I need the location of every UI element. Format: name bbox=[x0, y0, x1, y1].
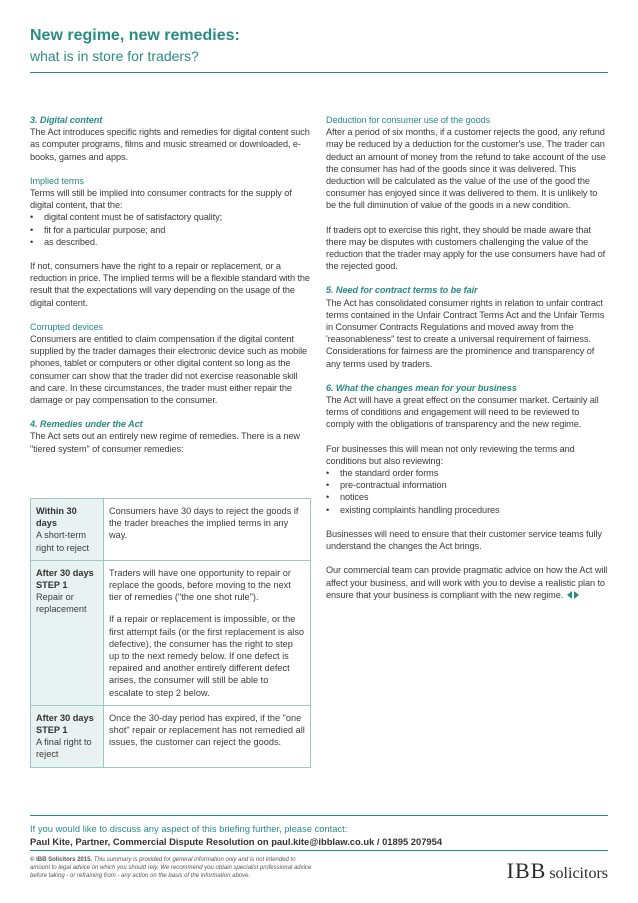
disclaimer-copyright: © IBB Solicitors 2015. bbox=[30, 857, 93, 863]
business-review-list bbox=[326, 467, 608, 516]
table-label-bold: After 30 days STEP 1 bbox=[36, 567, 94, 591]
section-3-heading: 3. Digital content bbox=[30, 115, 103, 125]
table-label-cell bbox=[31, 560, 104, 705]
table-label-bold: Within 30 days bbox=[36, 506, 77, 529]
remedy-paragraph: If not, consumers have the right to a repair or replacement, or a reduction in price. The implied terms will be a flexible standard with the result that the expectations will vary depending on the usage of the digital content. bbox=[30, 261, 310, 308]
section-5-heading: 5. Need for contract terms to be fair bbox=[326, 285, 478, 296]
table-content-cell bbox=[104, 560, 311, 705]
footer-rule-2 bbox=[30, 850, 608, 851]
table-label-bold: After 30 days STEP 1 bbox=[36, 712, 94, 736]
footer-rule bbox=[30, 815, 608, 816]
section-6-body: The Act will have a great effect on the consumer market. Certainly all terms of conditions and engagement will need to be reviewed to comply with the obligations of transparency and the new regime. bbox=[326, 395, 599, 430]
list-item: • existing complaints handling procedures bbox=[326, 504, 608, 516]
page-subtitle: what is in store for traders? bbox=[30, 48, 199, 64]
section-6-heading: 6. What the changes mean for your business bbox=[326, 382, 517, 393]
implied-terms-body: Terms will still be implied into consumer contracts for the supply of digital content, that the: bbox=[30, 188, 292, 211]
section-4-heading: 4. Remedies under the Act bbox=[30, 419, 143, 430]
advice-body bbox=[326, 564, 608, 601]
table-label-cell bbox=[31, 705, 104, 767]
table-content-cell bbox=[104, 499, 311, 561]
list-item: • fit for a particular purpose; and bbox=[30, 224, 314, 236]
table-label-cell bbox=[31, 499, 104, 561]
logo-solicitors: solicitors bbox=[549, 865, 608, 882]
list-item: • pre-contractual information bbox=[326, 479, 608, 491]
deduction-heading: Deduction for consumer use of the goods bbox=[326, 115, 491, 125]
table-paragraph: Traders will have one opportunity to repair or replace the goods, before moving to the next tier of remedies ("the one shot rule"). bbox=[109, 567, 291, 603]
table-row bbox=[31, 499, 311, 561]
corrupted-devices-body: Consumers are entitled to claim compensation if the digital content supplied by the trader damages their electronic device such as mobile phones, tablet or computers or other digital content so long as the consumer can show that the trader did not exercise reasonable skill and care. In these circumstances, the trader must either repair the damage or pay compensation to the consumer. bbox=[30, 334, 308, 406]
right-column bbox=[326, 114, 608, 601]
contact-name: Paul Kite, Partner, Commercial Dispute Resolution on paul.kite@ibblaw.co.uk / 01895 207954 bbox=[30, 836, 443, 847]
left-column bbox=[30, 114, 314, 455]
table-paragraph: Once the 30-day period has expired, if the "one shot" repair or replacement has not remedied all issues, the customer can reject the goods. bbox=[109, 712, 305, 748]
deduction-body: After a period of six months, if a customer rejects the good, any refund may be reduced by a deduction for the customer's use. The trader can deduct an amount of money from the refund to take account of the use the consumer has had of the goods since it was delivered. This deduction will be calculated as the value of the use of the good the consumer has enjoyed since it was delivered to them. It is unlikely to be the full diminution of value of the goods in a new condition. bbox=[326, 127, 606, 211]
table-row bbox=[31, 705, 311, 767]
teams-body: Businesses will need to ensure that their customer service teams fully understand the changes the Act brings. bbox=[326, 528, 602, 552]
opt-out-body: If traders opt to exercise this right, they should be made aware that there may be disputes with customers challenging the value of the reduction that the trader may apply for the use consumers have had of the rejected good. bbox=[326, 224, 606, 272]
corrupted-devices-heading: Corrupted devices bbox=[30, 321, 103, 332]
table-label-text: A final right to reject bbox=[36, 737, 92, 760]
list-item: • digital content must be of satisfactory quality; bbox=[30, 211, 314, 223]
advice-text: Our commercial team can provide pragmatic advice on how the Act will affect your business, and will work with you to devise a realistic plan to ensure that your business is compliant with the new regime. bbox=[326, 565, 608, 600]
page-title: New regime, new remedies: bbox=[30, 27, 240, 44]
header-rule bbox=[30, 72, 608, 73]
table-paragraph: Consumers have 30 days to reject the goods if the trader breaches the implied terms in any way. bbox=[109, 506, 299, 541]
section-5-body: The Act has consolidated consumer rights in relation to unfair contract terms contained in the Unfair Contract Terms Act and the Unfair Terms in Consumer Contracts Regulations and moved away from the 'reasonableness" test to create a universal requirement of fairness. Considerations for fairness are the prominence and transparency of any terms used by traders. bbox=[326, 297, 605, 369]
list-item: • as described. bbox=[30, 236, 314, 248]
table-label-text: Repair or replacement bbox=[36, 592, 87, 615]
table-label-text: A short-term right to reject bbox=[36, 530, 90, 553]
contact-block bbox=[30, 822, 442, 848]
disclaimer-text: This summary is provided for general information only and is not intended to amount to legal advice on which you should rely. We recommend you obtain specialist professional advice before taking - or refraining from - any action on the basis of the information above. bbox=[30, 857, 312, 880]
implied-terms-list bbox=[30, 211, 314, 248]
table-paragraph: If a repair or replacement is impossible, or the first attempt fails (or the first replacement is also defective), the consumer has the right to step up to the next remedy below. If one defect is repaired and another entirely different defect arises, the consumer will still be able to escalate to step 2 below. bbox=[109, 614, 305, 698]
table-content-cell bbox=[104, 705, 311, 767]
implied-terms-heading: Implied terms bbox=[30, 175, 84, 186]
business-body: For businesses this will mean not only reviewing the terms and conditions but also reviewing: bbox=[326, 443, 575, 466]
list-item: • the standard order forms bbox=[326, 467, 608, 479]
remedies-table bbox=[30, 498, 311, 768]
contact-line: If you would like to discuss any aspect of this briefing further, please contact: bbox=[30, 823, 348, 834]
logo-ibb: IBB bbox=[506, 858, 547, 883]
list-item: • notices bbox=[326, 491, 608, 503]
table-row bbox=[31, 560, 311, 705]
disclaimer bbox=[30, 856, 315, 881]
ibb-logo bbox=[507, 858, 608, 884]
section-3-body: The Act introduces specific rights and remedies for digital content such as computer programs, films and music streamed or downloaded, e-books, games and apps. bbox=[30, 127, 310, 162]
double-arrow-icon bbox=[567, 591, 579, 599]
section-4-body: The Act sets out an entirely new regime of remedies. There is a new "tiered system" of consumer remedies: bbox=[30, 431, 300, 454]
